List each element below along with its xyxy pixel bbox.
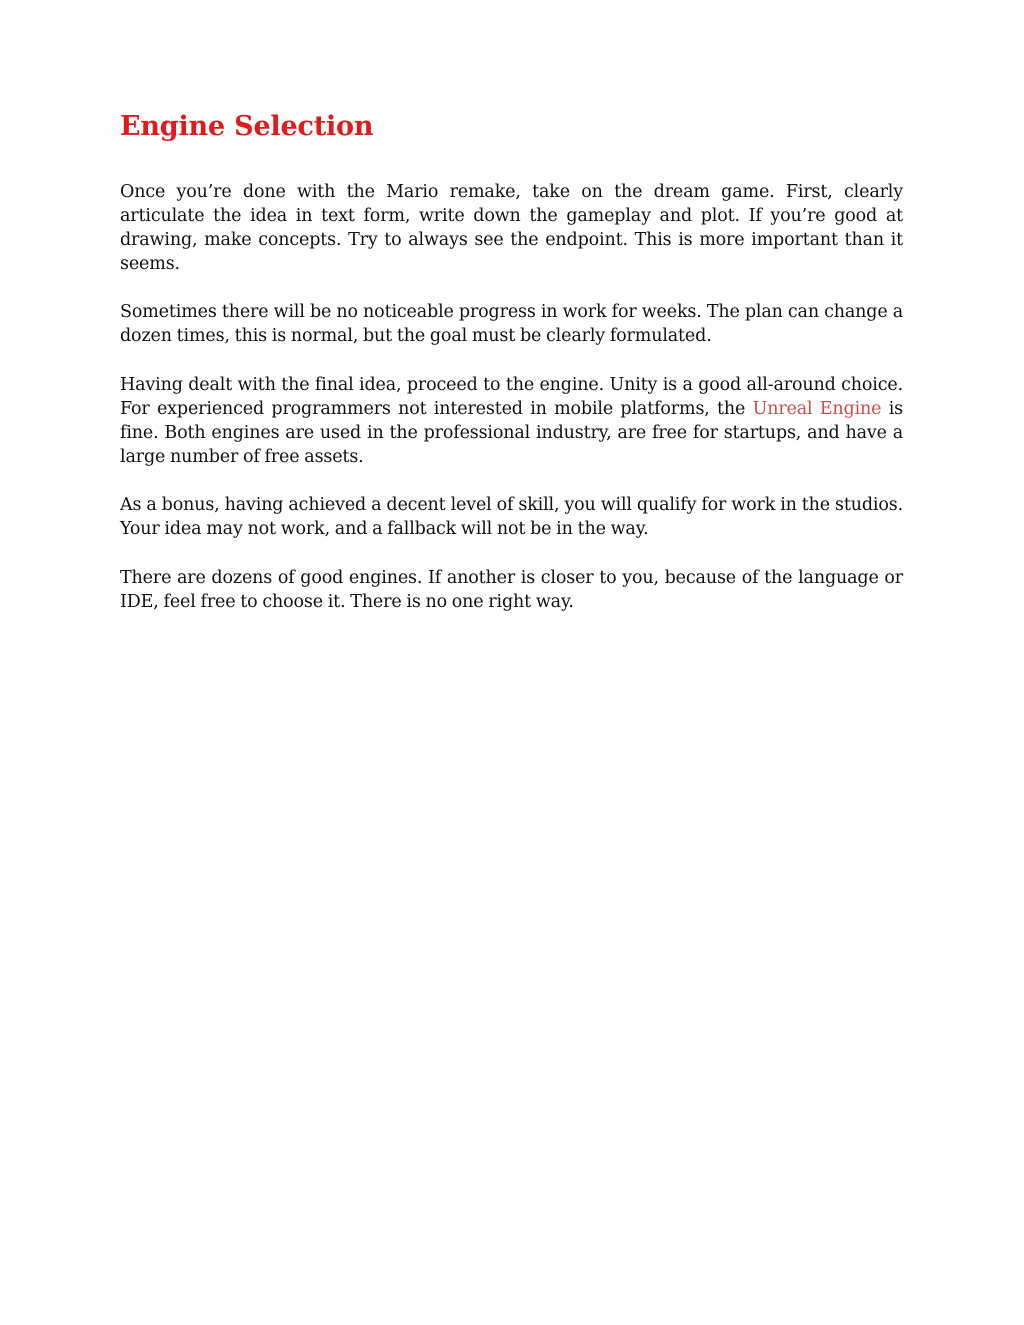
engine-choice-text-after: is fine. Both engines are used in the professional industry, are free for startups, and have a large number of free assets. xyxy=(120,398,903,467)
unreal-engine-link[interactable]: Unreal Engine xyxy=(752,398,882,419)
paragraph-other-engines: There are dozens of good engines. If another is closer to you, because of the language or IDE, feel free to choose it. There is no one right way. xyxy=(120,567,903,612)
paragraph-progress: Sometimes there will be no noticeable progress in work for weeks. The plan can change a dozen times, this is normal, but the goal must be clearly formulated. xyxy=(120,302,903,347)
paragraph-bonus: As a bonus, having achieved a decent level of skill, you will qualify for work in the studios. Your idea may not work, and a fallback will not be in the way. xyxy=(120,495,903,540)
document-title: Engine Selection xyxy=(120,111,374,142)
document-body xyxy=(120,180,903,614)
document-page xyxy=(120,112,903,638)
engine-choice-text-before: Having dealt with the final idea, proceed to the engine. Unity is a good all-around choice. For experienced programmers not interested in mobile platforms, the xyxy=(120,374,903,419)
paragraph-mario-remake: Once you’re done with the Mario remake, take on the dream game. First, clearly articulate the idea in text form, write down the gameplay and plot. If you’re good at drawing, make concepts. Try to always see the endpoint. This is more important than it seems. xyxy=(120,181,903,274)
paragraph-engine-choice xyxy=(120,373,903,469)
